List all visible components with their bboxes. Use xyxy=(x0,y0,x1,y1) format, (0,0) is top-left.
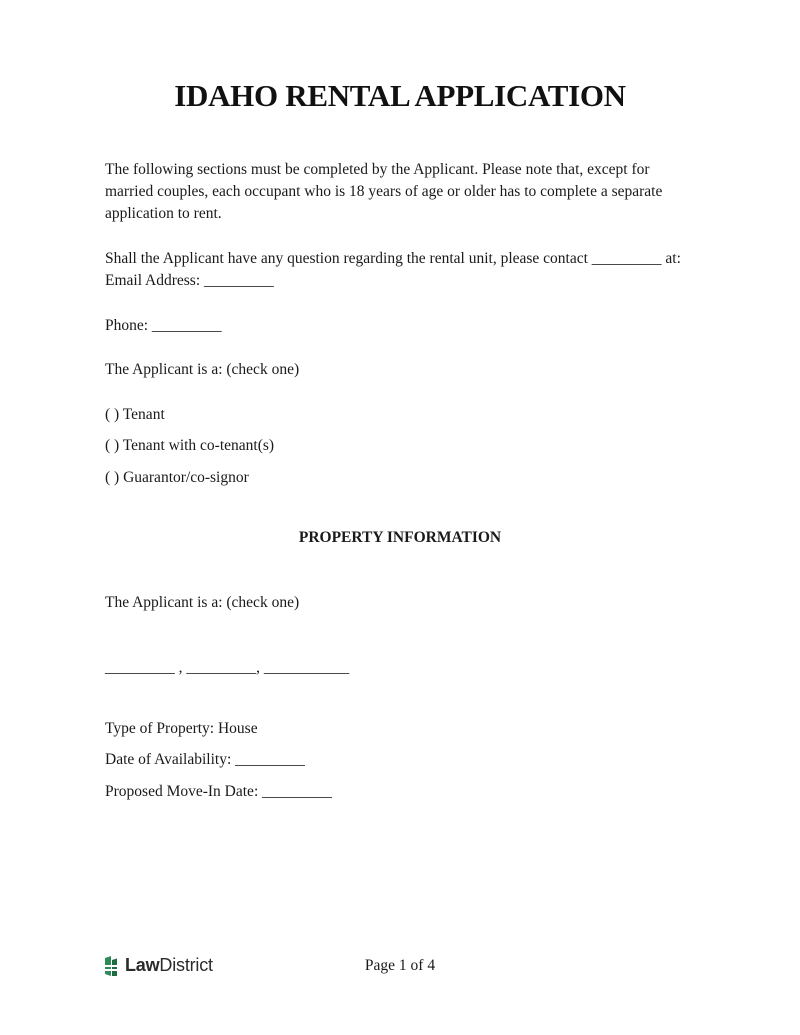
intro-paragraph: The following sections must be completed by the Applicant. Please note that, except for married couples, each occupant who is 18 years of age or older has to complete a separate application to rent. xyxy=(105,161,663,222)
contact-line: Shall the Applicant have any question regarding the rental unit, please contact _________ at: xyxy=(105,250,681,267)
availability-date: Date of Availability: _________ xyxy=(105,751,305,768)
option-tenant: ( ) Tenant xyxy=(105,406,165,423)
move-in-date: Proposed Move-In Date: _________ xyxy=(105,783,332,800)
applicant-type-prompt: The Applicant is a: (check one) xyxy=(105,361,300,378)
property-section-heading: PROPERTY INFORMATION xyxy=(298,529,502,546)
page-number: Page 1 of 4 xyxy=(364,957,436,974)
option-tenant-with-cotenants: ( ) Tenant with co-tenant(s) xyxy=(105,437,275,454)
property-type: Type of Property: House xyxy=(105,720,258,737)
address-blanks: _________ , _________, ___________ xyxy=(105,659,350,676)
email-line: Email Address: _________ xyxy=(105,272,274,289)
phone-line: Phone: _________ xyxy=(105,317,222,334)
logo-regular: District xyxy=(159,955,213,975)
option-guarantor: ( ) Guarantor/co-signor xyxy=(105,469,249,486)
property-prompt: The Applicant is a: (check one) xyxy=(105,594,300,611)
logo-bold: Law xyxy=(125,955,160,975)
document-title: IDAHO RENTAL APPLICATION xyxy=(174,78,626,113)
